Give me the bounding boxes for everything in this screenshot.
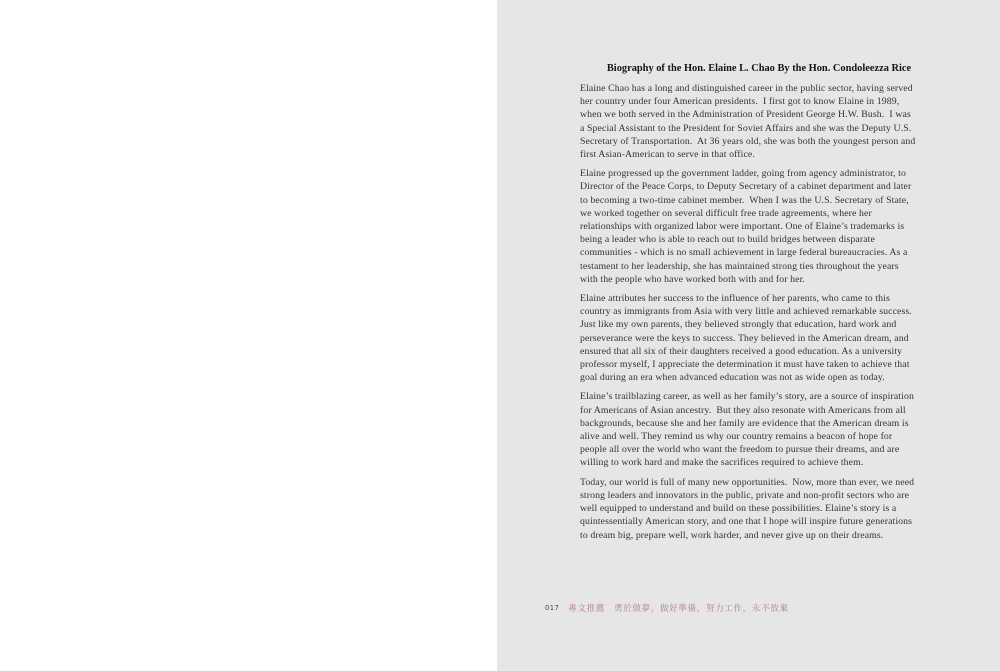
text-line: well equipped to understand and build on these possibilities. Elaine’s story is a	[580, 503, 897, 515]
paragraph	[580, 390, 938, 469]
text-line: Elaine progressed up the government ladder, going from agency administrator, to	[580, 168, 906, 180]
paragraph	[580, 82, 938, 161]
text-line: people all over the world who want the freedom to pursue their dreams, and are	[580, 444, 900, 456]
text-line: a Special Assistant to the President for Soviet Affairs and she was the Deputy U.S.	[580, 122, 912, 134]
text-line: with the people who have worked both with and for her.	[580, 273, 805, 285]
text-line: ensured that all six of their daughters received a good education. As a university	[580, 345, 903, 357]
text-line: Elaine’s trailblazing career, as well as her family’s story, are a source of inspiration	[580, 391, 914, 403]
text-line: willing to work hard and make the sacrifices required to achieve them.	[580, 457, 864, 469]
text-line: alive and well. They remind us why our country remains a beacon of hope for	[580, 431, 893, 443]
text-line: relationships with organized labor were important. One of Elaine’s trademarks is	[580, 221, 905, 233]
page-footer	[545, 601, 789, 614]
paragraph	[580, 292, 938, 384]
text-line: first Asian-American to serve in that office.	[580, 149, 755, 161]
text-line: professor myself, I appreciate the determination it must have taken to achieve that	[580, 359, 910, 371]
text-line: communities - which is no small achievement in large federal bureaucracies. As a	[580, 247, 908, 259]
text-line: country as immigrants from Asia with very little and achieved remarkable success.	[580, 306, 912, 318]
paragraph	[580, 167, 938, 286]
paragraph	[580, 476, 938, 542]
text-line: backgrounds, because she and her family are evidence that the American dream is	[580, 417, 909, 429]
text-line: for Americans of Asian ancestry. But they also resonate with Americans from all	[580, 404, 906, 416]
text-line: perseverance were the keys to success. They believed in the American dream, and	[580, 332, 909, 344]
text-line: Secretary of Transportation. At 36 years old, she was both the youngest person and	[580, 135, 916, 147]
text-line: goal during an era when advanced education was not as wide open as today.	[580, 372, 885, 384]
page-title: Biography of the Hon. Elaine L. Chao By the Hon. Condoleezza Rice	[606, 63, 912, 74]
text-line: to becoming a two-time cabinet member. When I was the U.S. Secretary of State,	[580, 194, 909, 206]
footer-section-label: 專文推薦	[568, 602, 605, 613]
text-line: Elaine Chao has a long and distinguished career in the public sector, having served	[580, 83, 913, 94]
text-line: we worked together on several difficult free trade agreements, where her	[580, 207, 872, 219]
footer-book-title: 勇於做夢，做好準備，努力工作，永不放棄	[613, 602, 789, 613]
footer-running-title	[568, 602, 788, 614]
right-page	[497, 0, 1000, 671]
text-line: Elaine attributes her success to the influence of her parents, who came to this	[580, 293, 890, 305]
text-line: her country under four American presidents. I first got to know Elaine in 1989,	[580, 96, 900, 108]
body-paragraphs	[580, 82, 938, 542]
page-number: 017	[545, 603, 560, 612]
text-line: testament to her leadership, she has maintained strong ties throughout the years	[580, 260, 899, 272]
left-blank-page	[0, 0, 497, 671]
text-line: to dream big, prepare well, work harder, and never give up on their dreams.	[580, 529, 884, 541]
text-line: quintessentially American story, and one that I hope will inspire future generations	[580, 516, 913, 528]
text-line: when we both served in the Administration of President George H.W. Bush. I was	[580, 109, 911, 121]
text-line: Just like my own parents, they believed strongly that education, hard work and	[580, 319, 897, 331]
text-line: strong leaders and innovators in the public, private and non-profit sectors who are	[580, 489, 910, 501]
text-line: being a leader who is able to reach out to build bridges between disparate	[580, 234, 875, 246]
text-line: Today, our world is full of many new opportunities. Now, more than ever, we need	[580, 476, 915, 488]
biography-text-block	[580, 62, 938, 542]
text-line: Director of the Peace Corps, to Deputy Secretary of a cabinet department and later	[580, 181, 912, 193]
